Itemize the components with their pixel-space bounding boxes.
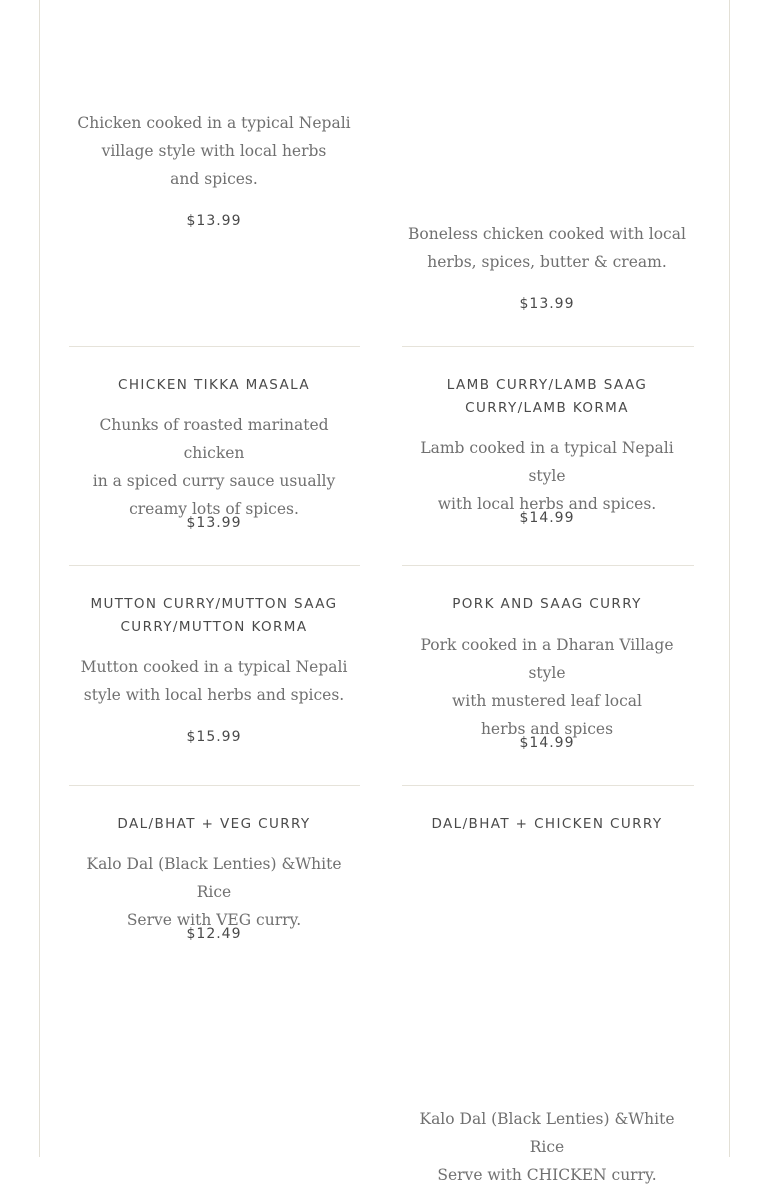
item-description [402,434,692,518]
description-line: Boneless chicken cooked with local [408,225,686,243]
item-price: $14.99 [519,510,575,526]
menu-item-chicken-tikka-masala [69,347,359,565]
item-description [69,653,359,709]
item-title [402,374,692,419]
item-description [69,109,359,193]
title-line: CHICKEN TIKKA MASALA [118,377,310,393]
description-line: Chunks of roasted marinated chicken [99,416,329,462]
description-line: creamy lots of spices. [129,500,299,518]
menu-item-lamb-curry [402,347,692,565]
item-price: $15.99 [186,729,242,745]
item-price: $13.99 [186,515,242,531]
item-price: $14.99 [519,735,575,751]
item-description [402,631,692,743]
description-line: Lamb cooked in a typical Nepali style [420,439,674,485]
description-line: with mustered leaf local [451,692,643,710]
description-line: Serve with VEG curry. [126,911,302,929]
item-description [402,220,692,276]
item-price: $13.99 [186,213,242,229]
menu-item-dal-bhat-veg [69,786,359,1157]
item-title [402,813,692,836]
description-line: Chicken cooked in a typical Nepali [77,114,351,132]
description-line: Mutton cooked in a typical Nepali [80,658,348,676]
title-line: LAMB CURRY/LAMB SAAG [446,377,648,393]
item-price: $12.49 [186,926,242,942]
item-title [402,593,692,616]
description-line: in a spiced curry sauce usually [92,472,336,490]
description-line: village style with local herbs [101,142,327,160]
description-line: Serve with CHICKEN curry. [437,1166,657,1184]
description-line: Kalo Dal (Black Lenties) &White Rice [86,855,342,901]
menu-item-butter-chicken [402,0,692,340]
description-line: with local herbs and spices. [437,495,657,513]
description-line: herbs, spices, butter & cream. [427,253,667,271]
title-line: PORK AND SAAG CURRY [452,596,642,612]
description-line: and spices. [170,170,258,188]
menu-item-dal-bhat-chicken [402,786,692,1184]
item-title [69,593,359,638]
description-line: Pork cooked in a Dharan Village style [420,636,674,682]
title-line: DAL/BHAT + VEG CURRY [117,816,311,832]
item-description [69,411,359,523]
item-description [69,850,359,934]
description-line: herbs and spices [480,720,614,738]
title-line: MUTTON CURRY/MUTTON SAAG [90,596,338,612]
title-line: CURRY/LAMB KORMA [465,399,629,416]
description-line: Kalo Dal (Black Lenties) &White Rice [419,1110,675,1156]
item-title [69,813,359,836]
title-line: DAL/BHAT + CHICKEN CURRY [431,816,663,832]
menu-item-mutton-curry [69,566,359,784]
item-description [402,1105,692,1189]
menu-item-pork-saag-curry [402,566,692,784]
title-line: CURRY/MUTTON KORMA [120,618,308,635]
item-price: $13.99 [519,296,575,312]
menu-item-village-chicken [69,0,359,340]
item-title [69,374,359,397]
description-line: style with local herbs and spices. [83,686,345,704]
